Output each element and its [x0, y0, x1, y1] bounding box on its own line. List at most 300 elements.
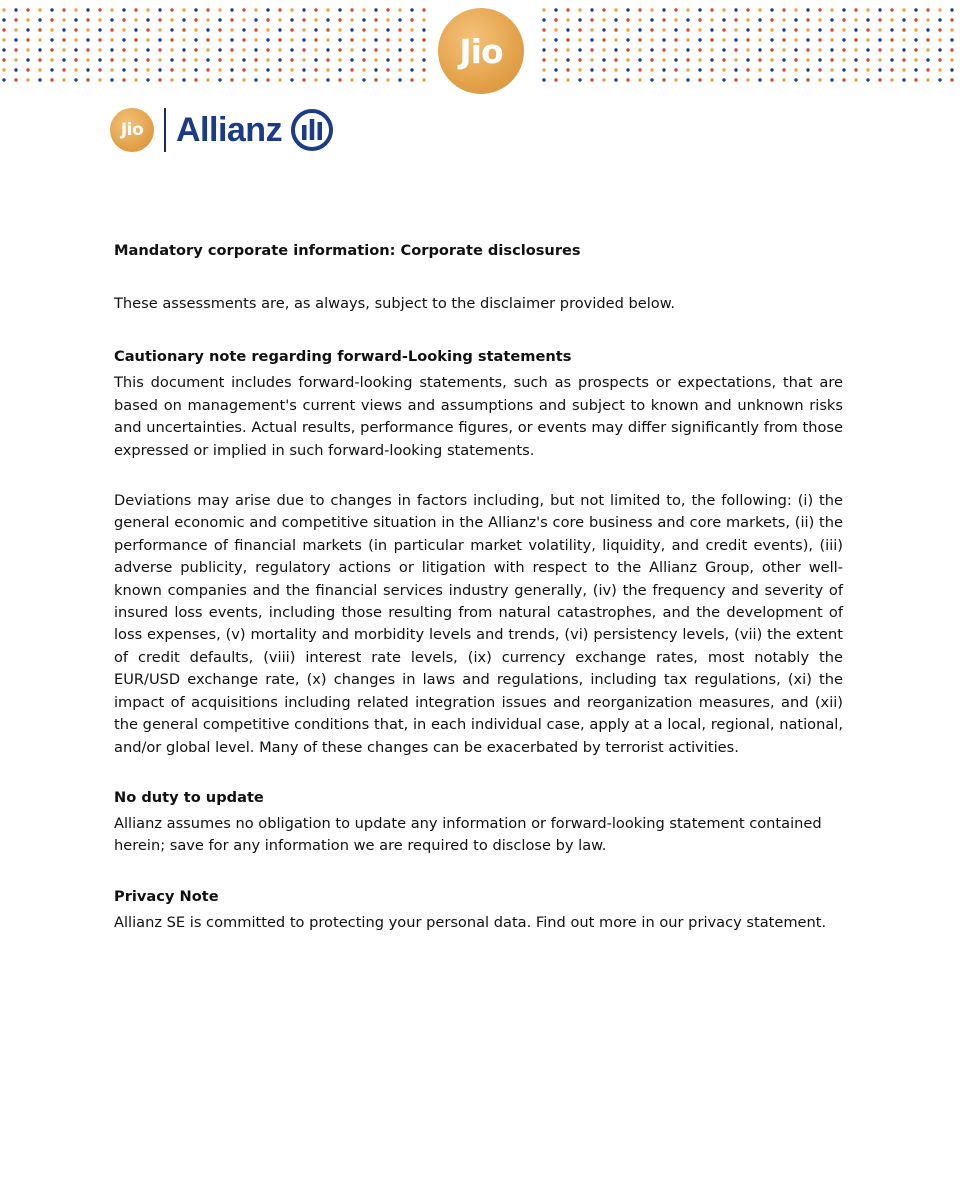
pattern-dot: [50, 18, 53, 21]
pattern-dot: [134, 18, 137, 21]
pattern-dot: [98, 68, 101, 71]
pattern-dot: [98, 78, 101, 81]
page-title: Mandatory corporate information: Corporate disclosures: [114, 242, 581, 259]
pattern-dot: [14, 38, 17, 41]
pattern-dot: [926, 58, 929, 61]
pattern-dot: [50, 78, 53, 81]
pattern-dot: [830, 8, 833, 11]
pattern-dot: [794, 8, 797, 11]
pattern-dot: [746, 8, 749, 11]
pattern-dot: [350, 18, 353, 21]
pattern-dot: [422, 78, 425, 81]
pattern-dot: [650, 18, 653, 21]
pattern-dot: [614, 68, 617, 71]
pattern-dot: [626, 18, 629, 21]
pattern-dot: [614, 48, 617, 51]
pattern-dot: [302, 48, 305, 51]
pattern-dot: [686, 18, 689, 21]
pattern-dot: [278, 18, 281, 21]
pattern-dot: [38, 38, 41, 41]
pattern-dot: [926, 68, 929, 71]
pattern-dot: [194, 78, 197, 81]
pattern-dot: [698, 18, 701, 21]
pattern-dot: [218, 48, 221, 51]
pattern-dot: [566, 18, 569, 21]
pattern-dot: [26, 68, 29, 71]
pattern-dot: [374, 78, 377, 81]
pattern-dot: [134, 8, 137, 11]
pattern-dot: [950, 38, 953, 41]
pattern-dot: [950, 78, 953, 81]
pattern-dot: [830, 48, 833, 51]
pattern-dot: [422, 68, 425, 71]
pattern-dot: [794, 38, 797, 41]
pattern-dot: [722, 68, 725, 71]
pattern-dot: [818, 78, 821, 81]
pattern-dot: [878, 68, 881, 71]
pattern-dot: [938, 78, 941, 81]
pattern-dot: [314, 58, 317, 61]
section-heading-forward-looking: Cautionary note regarding forward-Looking statements: [114, 348, 572, 366]
pattern-dot: [422, 18, 425, 21]
pattern-dot: [830, 18, 833, 21]
pattern-dot: [146, 68, 149, 71]
pattern-dot: [14, 48, 17, 51]
pattern-dot: [578, 18, 581, 21]
pattern-dot: [674, 58, 677, 61]
pattern-dot: [14, 68, 17, 71]
logo-divider: [164, 108, 166, 152]
pattern-dot: [290, 28, 293, 31]
pattern-dot: [602, 28, 605, 31]
pattern-dot: [350, 68, 353, 71]
pattern-dot: [86, 38, 89, 41]
pattern-dot: [758, 48, 761, 51]
pattern-dot: [422, 28, 425, 31]
pattern-dot: [206, 58, 209, 61]
pattern-dot: [842, 48, 845, 51]
pattern-dot: [278, 58, 281, 61]
pattern-dot: [878, 78, 881, 81]
pattern-dot: [110, 38, 113, 41]
pattern-dot: [278, 38, 281, 41]
pattern-dot: [542, 8, 545, 11]
jio-logo: [110, 108, 154, 152]
pattern-dot: [38, 48, 41, 51]
pattern-dot: [170, 78, 173, 81]
pattern-dot: [890, 8, 893, 11]
pattern-dot: [710, 18, 713, 21]
pattern-dot: [614, 28, 617, 31]
pattern-dot: [770, 8, 773, 11]
pattern-dot: [146, 38, 149, 41]
pattern-dot: [830, 78, 833, 81]
pattern-dot: [302, 28, 305, 31]
pattern-dot: [638, 68, 641, 71]
section-heading-privacy: Privacy Note: [114, 887, 219, 905]
section-paragraph: This document includes forward-looking statements, such as prospects or expectations, that are based on management's current views and assumptions and subject to known and unknown risks and uncertainties. Actual results, performance figures, or events may differ significantly from those expressed or implied in such forward-looking statements.: [114, 374, 843, 459]
pattern-dot: [770, 38, 773, 41]
pattern-dot: [206, 28, 209, 31]
pattern-dot: [86, 18, 89, 21]
document-body: [114, 240, 843, 934]
pattern-dot: [398, 38, 401, 41]
pattern-dot: [410, 28, 413, 31]
pattern-dot: [830, 38, 833, 41]
pattern-dot: [14, 8, 17, 11]
pattern-dot: [206, 8, 209, 11]
pattern-dot: [110, 8, 113, 11]
pattern-dot: [62, 48, 65, 51]
pattern-dot: [302, 68, 305, 71]
pattern-dot: [122, 48, 125, 51]
pattern-dot: [674, 18, 677, 21]
pattern-dot: [818, 48, 821, 51]
pattern-dot: [926, 78, 929, 81]
pattern-dot: [686, 28, 689, 31]
pattern-dot: [794, 58, 797, 61]
pattern-dot: [602, 58, 605, 61]
pattern-dot: [830, 58, 833, 61]
pattern-dot: [938, 28, 941, 31]
pattern-dot: [410, 38, 413, 41]
pattern-dot: [590, 48, 593, 51]
pattern-dot: [242, 28, 245, 31]
pattern-dot: [578, 28, 581, 31]
pattern-dot: [362, 68, 365, 71]
pattern-dot: [686, 8, 689, 11]
pattern-dot: [866, 58, 869, 61]
pattern-dot: [302, 78, 305, 81]
pattern-dot: [806, 78, 809, 81]
pattern-dot: [338, 8, 341, 11]
pattern-dot: [902, 8, 905, 11]
pattern-dot: [806, 58, 809, 61]
pattern-dot: [314, 18, 317, 21]
pattern-dot: [158, 18, 161, 21]
pattern-dot: [878, 28, 881, 31]
pattern-dot: [614, 18, 617, 21]
pattern-dot: [566, 38, 569, 41]
pattern-dot: [818, 38, 821, 41]
pattern-dot: [758, 18, 761, 21]
pattern-dot: [182, 58, 185, 61]
pattern-dot: [686, 38, 689, 41]
pattern-dot: [2, 68, 5, 71]
pattern-dot: [806, 38, 809, 41]
pattern-dot: [650, 58, 653, 61]
pattern-dot: [410, 18, 413, 21]
pattern-dot: [902, 68, 905, 71]
pattern-dot: [422, 48, 425, 51]
pattern-dot: [266, 58, 269, 61]
pattern-dot: [278, 28, 281, 31]
pattern-dot: [938, 58, 941, 61]
pattern-dot: [26, 28, 29, 31]
pattern-dot: [278, 78, 281, 81]
pattern-dot: [134, 28, 137, 31]
pattern-dot: [638, 38, 641, 41]
pattern-dot: [206, 38, 209, 41]
pattern-dot: [758, 58, 761, 61]
pattern-dot: [122, 58, 125, 61]
pattern-dot: [146, 8, 149, 11]
pattern-dot: [182, 68, 185, 71]
pattern-dot: [314, 38, 317, 41]
pattern-dot: [674, 78, 677, 81]
pattern-dot: [866, 68, 869, 71]
pattern-dot: [926, 48, 929, 51]
pattern-dot: [866, 78, 869, 81]
pattern-dot: [950, 48, 953, 51]
pattern-dot: [26, 18, 29, 21]
pattern-dot: [650, 78, 653, 81]
pattern-dot: [746, 58, 749, 61]
pattern-dot: [398, 28, 401, 31]
pattern-dot: [578, 48, 581, 51]
pattern-dot: [266, 8, 269, 11]
pattern-dot: [158, 78, 161, 81]
pattern-dot: [74, 78, 77, 81]
pattern-dot: [806, 48, 809, 51]
pattern-dot: [38, 8, 41, 11]
pattern-dot: [206, 18, 209, 21]
pattern-dot: [602, 78, 605, 81]
pattern-dot: [590, 38, 593, 41]
pattern-dot: [242, 18, 245, 21]
pattern-dot: [662, 48, 665, 51]
pattern-dot: [830, 28, 833, 31]
pattern-dot: [170, 48, 173, 51]
pattern-dot: [650, 68, 653, 71]
pattern-dot: [782, 78, 785, 81]
pattern-dot: [362, 18, 365, 21]
pattern-dot: [230, 78, 233, 81]
pattern-dot: [230, 28, 233, 31]
pattern-dot: [878, 58, 881, 61]
pattern-dot: [122, 18, 125, 21]
pattern-dot: [662, 28, 665, 31]
pattern-dot: [386, 38, 389, 41]
pattern-dot: [230, 48, 233, 51]
pattern-dot: [638, 58, 641, 61]
pattern-dot: [50, 68, 53, 71]
pattern-dot: [230, 38, 233, 41]
pattern-dot: [542, 18, 545, 21]
pattern-dot: [14, 78, 17, 81]
pattern-dot: [26, 48, 29, 51]
pattern-dot: [650, 48, 653, 51]
pattern-dot: [758, 68, 761, 71]
pattern-dot: [590, 18, 593, 21]
pattern-dot: [902, 28, 905, 31]
pattern-dot: [38, 28, 41, 31]
pattern-dot: [326, 48, 329, 51]
pattern-dot: [158, 68, 161, 71]
pattern-dot: [290, 8, 293, 11]
pattern-dot: [782, 28, 785, 31]
pattern-dot: [182, 38, 185, 41]
pattern-dot: [902, 78, 905, 81]
pattern-dot: [590, 78, 593, 81]
pattern-dot: [218, 78, 221, 81]
pattern-dot: [194, 58, 197, 61]
pattern-dot: [638, 78, 641, 81]
pattern-dot: [578, 38, 581, 41]
pattern-dot: [398, 48, 401, 51]
pattern-dot: [122, 68, 125, 71]
jio-badge-text: Jio: [459, 31, 503, 71]
pattern-dot: [722, 38, 725, 41]
pattern-dot: [338, 58, 341, 61]
pattern-dot: [290, 18, 293, 21]
pattern-dot: [74, 48, 77, 51]
pattern-dot: [638, 18, 641, 21]
pattern-dot: [230, 8, 233, 11]
pattern-dot: [602, 48, 605, 51]
pattern-dot: [602, 8, 605, 11]
pattern-dot: [374, 18, 377, 21]
pattern-dot: [122, 8, 125, 11]
pattern-dot: [938, 48, 941, 51]
pattern-dot: [626, 28, 629, 31]
pattern-dot: [698, 58, 701, 61]
pattern-dot: [674, 28, 677, 31]
pattern-dot: [254, 78, 257, 81]
pattern-dot: [338, 38, 341, 41]
pattern-dot: [38, 78, 41, 81]
pattern-dot: [914, 28, 917, 31]
pattern-dot: [734, 68, 737, 71]
pattern-dot: [746, 68, 749, 71]
pattern-dot: [62, 68, 65, 71]
pattern-dot: [650, 38, 653, 41]
pattern-dot: [662, 78, 665, 81]
pattern-dot: [182, 18, 185, 21]
pattern-dot: [158, 38, 161, 41]
pattern-dot: [242, 58, 245, 61]
pattern-dot: [350, 38, 353, 41]
pattern-dot: [50, 8, 53, 11]
pattern-dot: [386, 58, 389, 61]
pattern-dot: [842, 28, 845, 31]
pattern-dot: [314, 28, 317, 31]
pattern-dot: [626, 58, 629, 61]
pattern-dot: [866, 8, 869, 11]
pattern-dot: [158, 8, 161, 11]
pattern-dot: [878, 48, 881, 51]
pattern-dot: [842, 68, 845, 71]
pattern-dot: [374, 68, 377, 71]
pattern-dot: [710, 28, 713, 31]
pattern-dot: [914, 8, 917, 11]
pattern-dot: [734, 38, 737, 41]
pattern-dot: [578, 68, 581, 71]
pattern-dot: [266, 18, 269, 21]
pattern-dot: [938, 8, 941, 11]
pattern-dot: [290, 58, 293, 61]
pattern-dot: [614, 58, 617, 61]
pattern-dot: [302, 58, 305, 61]
pattern-dot: [854, 28, 857, 31]
pattern-dot: [314, 8, 317, 11]
pattern-dot: [722, 48, 725, 51]
section-paragraph: Deviations may arise due to changes in factors including, but not limited to, the following: (i) the general economic and competitive situation in the Allianz's core business and core markets, (ii) the performance of financial markets (in particular market volatility, liquidity, and credit events), (iii) adverse publicity, regulatory actions or litigation with respect to the Allianz Group, other well-known companies and the financial services industry generally, (iv) the frequency and severity of insured loss events, including those resulting from natural catastrophes, and the development of loss expenses, (v) mortality and morbidity levels and trends, (vi) persistency levels, (vii) the extent of credit defaults, (viii) interest rate levels, (ix) currency exchange rates, most notably the EUR/USD exchange rate, (x) changes in laws and regulations, including tax regulations, (xi) the impact of acquisitions including related integration issues and reorganization measures, and (xii) the general competitive conditions that, in each individual case, apply at a local, regional, national, and/or global level. Many of these changes can be exacerbated by terrorist activities.: [114, 492, 843, 756]
pattern-dot: [374, 48, 377, 51]
pattern-dot: [662, 18, 665, 21]
pattern-dot: [770, 68, 773, 71]
pattern-dot: [98, 58, 101, 61]
header-band: [0, 0, 960, 100]
pattern-dot: [902, 48, 905, 51]
pattern-dot: [734, 28, 737, 31]
pattern-dot: [242, 38, 245, 41]
pattern-dot: [122, 28, 125, 31]
pattern-dot: [542, 38, 545, 41]
pattern-dot: [710, 68, 713, 71]
pattern-dot: [194, 68, 197, 71]
pattern-dot: [350, 48, 353, 51]
pattern-dot: [638, 48, 641, 51]
pattern-dot: [554, 58, 557, 61]
pattern-dot: [410, 68, 413, 71]
pattern-dot: [950, 68, 953, 71]
pattern-dot: [782, 48, 785, 51]
pattern-dot: [218, 28, 221, 31]
pattern-dot: [254, 48, 257, 51]
pattern-dot: [326, 78, 329, 81]
pattern-dot: [806, 8, 809, 11]
pattern-dot: [890, 48, 893, 51]
pattern-dot: [758, 38, 761, 41]
pattern-dot: [698, 48, 701, 51]
pattern-dot: [242, 8, 245, 11]
pattern-dot: [182, 8, 185, 11]
pattern-dot: [266, 28, 269, 31]
pattern-dot: [710, 8, 713, 11]
pattern-dot: [194, 8, 197, 11]
pattern-dot: [146, 28, 149, 31]
pattern-dot: [926, 8, 929, 11]
pattern-dot: [134, 38, 137, 41]
pattern-dot: [782, 18, 785, 21]
pattern-dot: [554, 68, 557, 71]
pattern-dot: [566, 58, 569, 61]
pattern-dot: [566, 48, 569, 51]
pattern-dot: [890, 38, 893, 41]
pattern-dot: [254, 58, 257, 61]
pattern-dot: [782, 38, 785, 41]
pattern-dot: [110, 78, 113, 81]
pattern-dot: [2, 18, 5, 21]
pattern-dot: [890, 78, 893, 81]
pattern-dot: [350, 8, 353, 11]
pattern-dot: [722, 28, 725, 31]
pattern-dot: [122, 78, 125, 81]
pattern-dot: [914, 78, 917, 81]
pattern-dot: [302, 38, 305, 41]
pattern-dot: [50, 48, 53, 51]
pattern-dot: [386, 68, 389, 71]
pattern-dot: [38, 18, 41, 21]
pattern-dot: [350, 78, 353, 81]
pattern-dot: [842, 18, 845, 21]
pattern-dot: [734, 8, 737, 11]
pattern-dot: [758, 28, 761, 31]
pattern-dot: [326, 38, 329, 41]
pattern-dot: [650, 28, 653, 31]
pattern-dot: [734, 18, 737, 21]
